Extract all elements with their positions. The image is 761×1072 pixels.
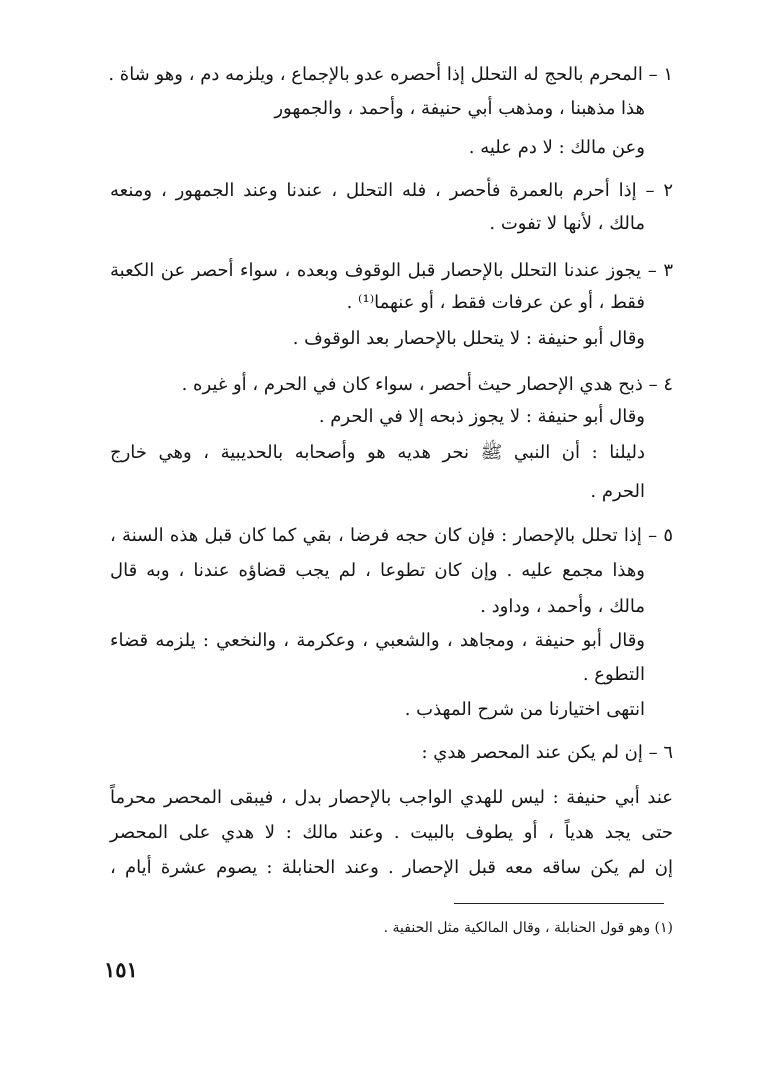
item-3-line-1: ٣ – يجوز عندنا التحلل بالإحصار قبل الوقوف وبعده ، سواء أحصر عن الكعبة — [110, 260, 673, 281]
item-4-line-4: الحرم . — [590, 481, 645, 502]
item-4-line-2: وقال أبو حنيفة : لا يجوز ذبحه إلا في الحرم . — [318, 406, 645, 427]
item-5-line-5: التطوع . — [582, 664, 645, 685]
item-5-line-6: انتهى اختيارنا من شرح المهذب . — [404, 699, 645, 720]
item-6-line-4: إن لم يكن ساقه معه قبل الإحصار . وعند الحنابلة : يصوم عشرة أيام ، — [110, 857, 673, 878]
item-3-line-2: فقط ، أو عن عرفات فقط ، أو عنهما⁽¹⁾ . — [346, 292, 645, 313]
item-6-line-1: ٦ – إن لم يكن عند المحصر هدي : — [421, 742, 673, 763]
item-5-line-1: ٥ – إذا تحلل بالإحصار : فإن كان حجه فرضا ، بقي كما كان قبل هذه السنة ، — [110, 525, 673, 546]
page-number: ١٥١ — [104, 957, 138, 982]
item-1-line-2: هذا مذهبنا ، ومذهب أبي حنيفة ، وأحمد ، والجمهور — [274, 98, 645, 119]
item-2-line-1: ٢ – إذا أحرم بالعمرة فأحصر ، فله التحلل ، عندنا وعند الجمهور ، ومنعه — [110, 180, 673, 201]
item-6-line-3: حتى يجد هدياً ، أو يطوف بالبيت . وعند مالك : لا هدي على المحصر — [110, 822, 673, 843]
item-6-line-2: عند أبي حنيفة : ليس للهدي الواجب بالإحصار بدل ، فيبقى المحصر محرماً — [110, 787, 673, 808]
item-4-line-1: ٤ – ذبح هدي الإحصار حيث أحصر ، سواء كان في الحرم ، أو غيره . — [181, 374, 673, 395]
footnote-divider — [454, 903, 664, 904]
footnote: (١) وهو قول الحنابلة ، وقال المالكية مثل الحنفية . — [383, 920, 673, 936]
item-3-line-3: وقال أبو حنيفة : لا يتحلل بالإحصار بعد الوقوف . — [292, 328, 645, 349]
item-5-line-4: وقال أبو حنيفة ، ومجاهد ، والشعبي ، وعكرمة ، والنخعي : يلزمه قضاء — [110, 630, 645, 651]
item-1-line-1: ١ – المحرم بالحج له التحلل إذا أحصره عدو بالإجماع ، ويلزمه دم ، وهو شاة . — [108, 64, 673, 85]
item-4-line-3: دليلنا : أن النبي ﷺ نحر هديه هو وأصحابه بالحديبية ، وهي خارج — [110, 442, 645, 463]
item-1-line-3: وعن مالك : لا دم عليه . — [468, 137, 645, 158]
item-5-line-2: وهذا مجمع عليه . وإن كان تطوعا ، لم يجب قضاؤه عندنا ، وبه قال — [110, 560, 645, 581]
item-5-line-3: مالك ، وأحمد ، وداود . — [480, 596, 645, 617]
item-2-line-2: مالك ، لأنها لا تفوت . — [489, 213, 645, 234]
